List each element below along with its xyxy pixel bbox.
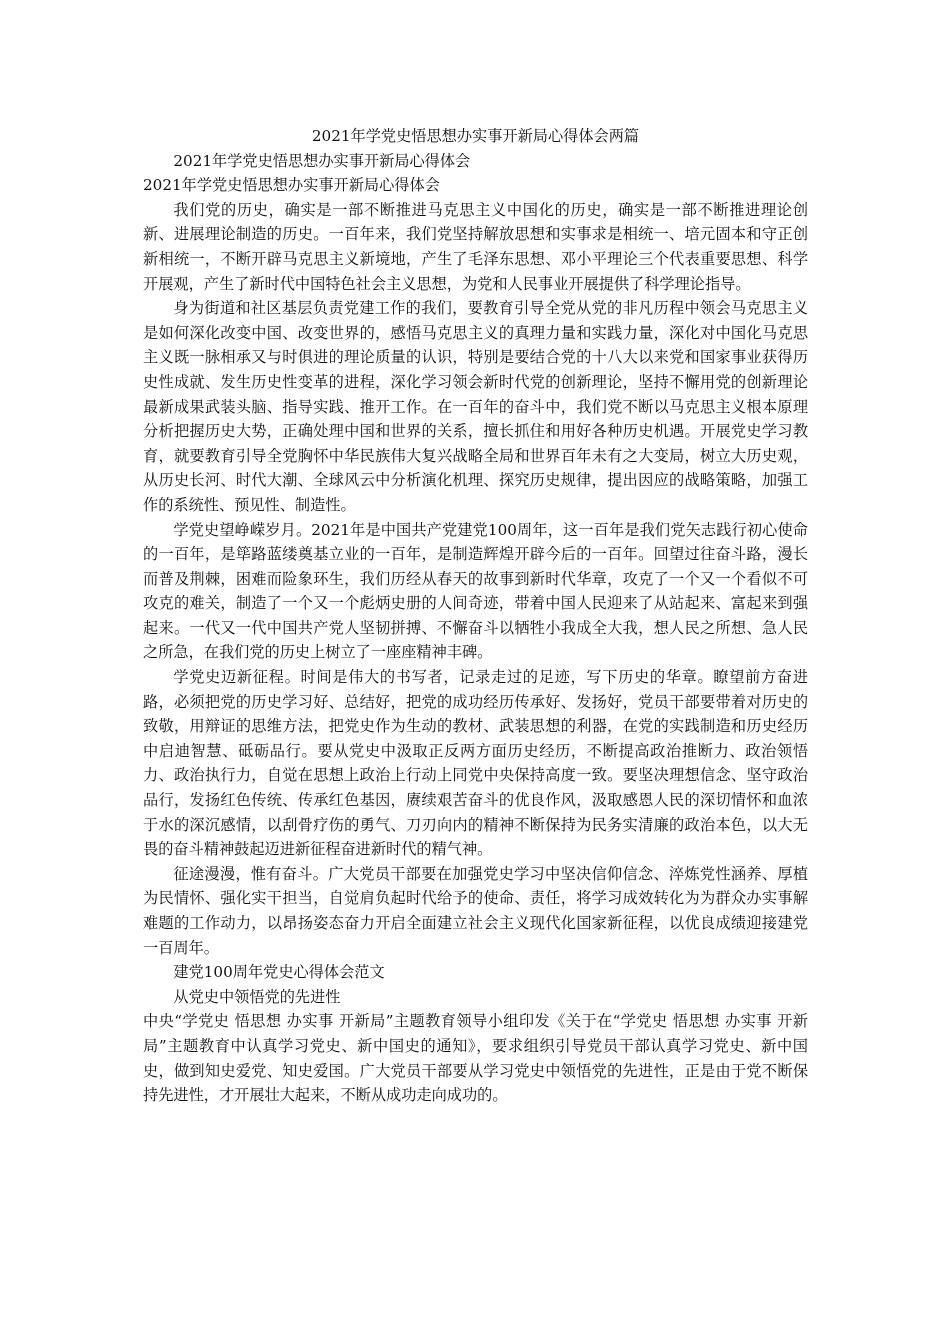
body-paragraph: 我们党的历史，确实是一部不断推进马克思主义中国化的历史，确实是一部不断推进理论创新、进展理论制造的历史。一百年来，我们党坚持解放思想和实事求是相统一、培元固本和守正创新相统一，不断开辟马克思主义新境地，产生了毛泽东思想、邓小平理论三个代表重要思想、科学开展观，产生了新时代中国特色社会主义思想，为党和人民事业开展提供了科学理论指导。 xyxy=(143,200,808,293)
body-paragraph: 身为街道和社区基层负责党建工作的我们，要教育引导全党从党的非凡历程中领会马克思主义是如何深化改变中国、改变世界的，感悟马克思主义的真理力量和实践力量，深化对中国化马克思主义既一脉相承又与时俱进的理论质量的认识，特别是要结合党的十八大以来党和国家事业获得历史性成就、发生历史性变革的进程，深化学习领会新时代党的创新理论，坚持不懈用党的创新理论最新成果武装头脑、指导实践、推开工作。在一百年的奋斗中，我们党不断以马克思主义根本原理分析把握历史大势，正确处理中国和世界的关系，擅长抓住和用好各种历史机遇。开展党史学习教育，就要教育引导全党胸怀中华民族伟大复兴战略全局和世界百年未有之大变局，树立大历史观，从历史长河、时代大潮、全球风云中分析演化机理、探究历史规律，提出因应的战略策略，加强工作的系统性、预见性、制造性。 xyxy=(143,299,808,514)
document-subtitle-repeat: 2021年学党史悟思想办实事开新局心得体会 xyxy=(143,176,440,195)
body-paragraph-final: 中央“学党史 悟思想 办实事 开新局”主题教育领导小组印发《关于在“学党史 悟思想 办实事 开新局”主题教育中认真学习党史、新中国史的通知》，要求组织引导党员干部认真学习党史、新中国史，做到知史爱党、知史爱国。广大党员干部要从学习党史中领悟党的先进性，正是由于党不断保持先进性，才开展壮大起来，不断从成功走向成功的。 xyxy=(143,1012,808,1105)
document-body xyxy=(143,124,808,1108)
section-subheading: 从党史中领悟党的先进性 xyxy=(173,987,341,1006)
body-paragraph: 学党史望峥嵘岁月。2021年是中国共产党建党100周年，这一百年是我们党矢志践行初心使命的一百年，是筚路蓝缕奠基立业的一百年，是制造辉煌开辟今后的一百年。回望过往奋斗路，漫长而普及荆棘，困难而险象环生，我们历经从春天的故事到新时代华章，攻克了一个又一个看似不可攻克的难关，制造了一个又一个彪炳史册的人间奇迹，带着中国人民迎来了从站起来、富起来到强起来。一代又一代中国共产党人坚韧拼搏、不懈奋斗以牺牲小我成全大我，想人民之所想、急人民之所急，在我们党的历史上树立了一座座精神丰碑。 xyxy=(143,520,808,662)
body-paragraph: 征途漫漫，惟有奋斗。广大党员干部要在加强党史学习中坚决信仰信念、淬炼党性涵养、厚植为民情怀、强化实干担当，自觉肩负起时代给予的使命、责任，将学习成效转化为为群众办实事解难题的工作动力，以昂扬姿态奋力开启全面建立社会主义现代化国家新征程，以优良成绩迎接建党一百周年。 xyxy=(143,864,808,957)
body-paragraph: 学党史迈新征程。时间是伟大的书写者，记录走过的足迹，写下历史的华章。瞭望前方奋进路，必须把党的历史学习好、总结好，把党的成功经历传承好、发扬好，党员干部要带着对历史的致敬，用辩证的思维方法，把党史作为生动的教材、武装思想的利器，在党的实践制造和历史经历中启迪智慧、砥砺品行。要从党史中汲取正反两方面历史经历，不断提高政治推断力、政治领悟力、政治执行力，自觉在思想上政治上行动上同党中央保持高度一致。要坚决理想信念、坚守政治品行，发扬红色传统、传承红色基因，赓续艰苦奋斗的优良作风，汲取感恩人民的深切情怀和血浓于水的深沉感情，以刮骨疗伤的勇气、刀刃向内的精神不断保持为民务实清廉的政治本色，以大无畏的奋斗精神鼓起迈进新征程奋进新时代的精气神。 xyxy=(143,668,808,859)
document-title: 2021年学党史悟思想办实事开新局心得体会两篇 xyxy=(311,127,640,145)
document-subtitle: 2021年学党史悟思想办实事开新局心得体会 xyxy=(173,151,471,170)
section-heading: 建党100周年党史心得体会范文 xyxy=(173,963,385,982)
